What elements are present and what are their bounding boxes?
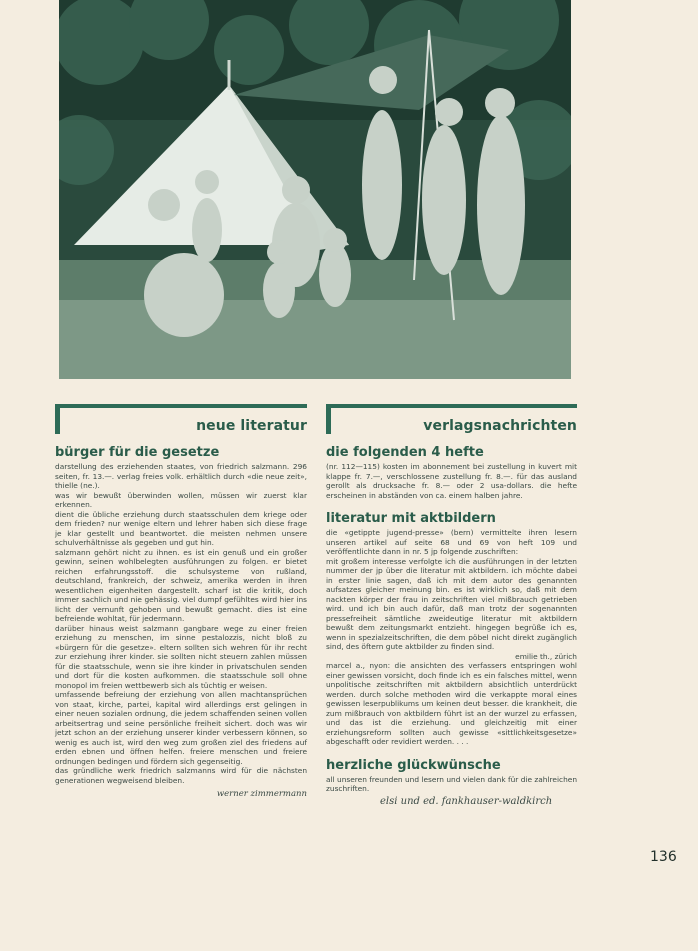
paragraph: salzmann gehört nicht zu ihnen. es ist ein genuß und ein großer gewinn, seinen wohlbelegten ausführungen zu folgen. er bietet reichen erfahrungsstoff. die schulsysteme von rußland, deutschland, frankreich, der schweiz, amerika werden in ihren wesentlichen eigenheiten dargestellt. scharf ist die kritik, doch immer sachlich und nie gehässig. viel dumpf gefühltes wird hier ins licht der vernunft gehoben und bewußt gemacht. dies ist eine befreiende wohltat, für jedermann. [55, 547, 307, 623]
section-header-verlagsnachrichten [326, 404, 577, 434]
paragraph: dient die übliche erziehung durch staatsschulen dem kriege oder dem frieden? nur wenige eltern und lehrer haben sich diese frage je klar gestellt und beantwortet. die meisten nehmen unsere schulverhältnisse als gegeben und gut hin. [55, 509, 307, 547]
paragraph: mit großem interesse verfolgte ich die ausführungen in der letzten nummer der jp über die literatur mit aktbildern. ich möchte dabei in erster linie sagen, daß ich mit dem autor des genannten aufsatzes gleicher meinung bin. es ist wirklich so, daß mit dem nackten körper der frau in zeitschriften viel mißbrauch getrieben wird. und ich bin auch dafür, daß man trotz der sogenannten pressefreiheit sämtliche zweideutige literatur mit aktbildern bewußt dem zeitungsmarkt entzieht. hingegen begrüße ich es, wenn in spezialzeitschriften, die dem pöbel nicht direkt zugänglich sind, des öftern gute aktbilder zu finden sind. [326, 556, 577, 651]
photo-camping-group [59, 0, 571, 379]
article-title: literatur mit aktbildern [326, 511, 496, 526]
article-title: herzliche glückwünsche [326, 757, 501, 773]
paragraph: marcel a., nyon: die ansichten des verfassers entspringen wohl einer gewissen vorsicht, doch finde ich es ein falsches mittel, wenn unpolitische zeitschriften mit aktbildern absichtlich unterdrückt werden. durch solche methoden wird die verkappte moral eines gewissen leserpublikums um keinen deut besser. die krankheit, die zum mißbrauch von aktbildern führt ist an der wurzel zu erfassen, und das ist die erziehung. und gleichzeitig mit einer erziehungsreform sollten auch gewisse «sittlichkeitsgesetze» abgeschafft oder revidiert werden. . . . [326, 661, 577, 746]
paragraph: was wir bewußt überwinden wollen, müssen wir zuerst klar erkennen. [55, 490, 307, 509]
paragraph: umfassende befreiung der erziehung von allen machtansprüchen von staat, kirche, partei, kapital wird allerdings erst gelingen in einer neuen sozialen ordnung, die jedem schaffenden seinen vollen arbeitsertrag und seine persönliche freiheit sichert. doch was wir jetzt schon an der erziehung unserer kinder verbessern können, so wenig es auch ist, wird den weg zum großen ziel des friedens auf erden ebnen und öffnen helfen. freiere menschen und freiere ordnungen bedingen und fördern sich gegenseitig. [55, 690, 307, 766]
paragraph: darüber hinaus weist salzmann gangbare wege zu einer freien erziehung zu menschen, im sinne pestalozzis, nicht bloß zu «bürgern für die gesetze». eltern sollten sich wehren für ihr recht zur erziehung ihrer kinder. sie sollten nicht steuern zahlen müssen für die staatsschule, wenn sie ihre kinder in privatschulen senden und dort für die kosten aufkommen. die staatsschule soll ohne monopol im freien wettbewerb sich als tüchtig er weisen. [55, 623, 307, 690]
article-body: all unseren freunden und lesern und vielen dank für die zahlreichen zuschriften. [326, 774, 577, 793]
section-title: neue literatur [196, 418, 307, 434]
signature-line: emilie th., zürich [515, 651, 577, 661]
article-body: (nr. 112—115) kosten im abonnement bei zustellung in kuvert mit klappe fr. 7.—, verschlossene zustellung fr. 8.—. für das ausland gerollt als drucksache fr. 8.— oder 2 usa-dollars. die hefte erscheinen in abständen von ca. einem halben jahre. [326, 462, 577, 500]
section-header-neue-literatur [55, 404, 307, 434]
section-title: verlagsnachrichten [423, 418, 577, 434]
paragraph: die «getippte jugend-presse» (bern) vermittelte ihren lesern unseren artikel auf seite 68 und 69 von heft 109 und veröffentlichte dann in nr. 5 jp folgende zuschriften: [326, 528, 577, 556]
left-column [55, 404, 307, 799]
paragraph: das gründliche werk friedrich salzmanns wird für die nächsten generationen wegweisend bleiben. [55, 766, 307, 785]
article-body [326, 528, 577, 747]
page-number: 136 [650, 849, 677, 865]
paragraph: darstellung des erziehenden staates, von friedrich salzmann. 296 seiten, fr. 13.—. verlag freies volk. erhältlich durch «die neue zeit», thielle (ne.). [55, 462, 307, 490]
article-title: bürger für die gesetze [55, 445, 220, 460]
article-body [55, 462, 307, 785]
article-signature: werner zimmermann [216, 789, 307, 799]
photo-illustration [59, 0, 571, 379]
article-signature: elsi und ed. fankhauser-waldkirch [380, 795, 553, 807]
right-column [326, 404, 577, 807]
article-title: die folgenden 4 hefte [326, 445, 484, 460]
